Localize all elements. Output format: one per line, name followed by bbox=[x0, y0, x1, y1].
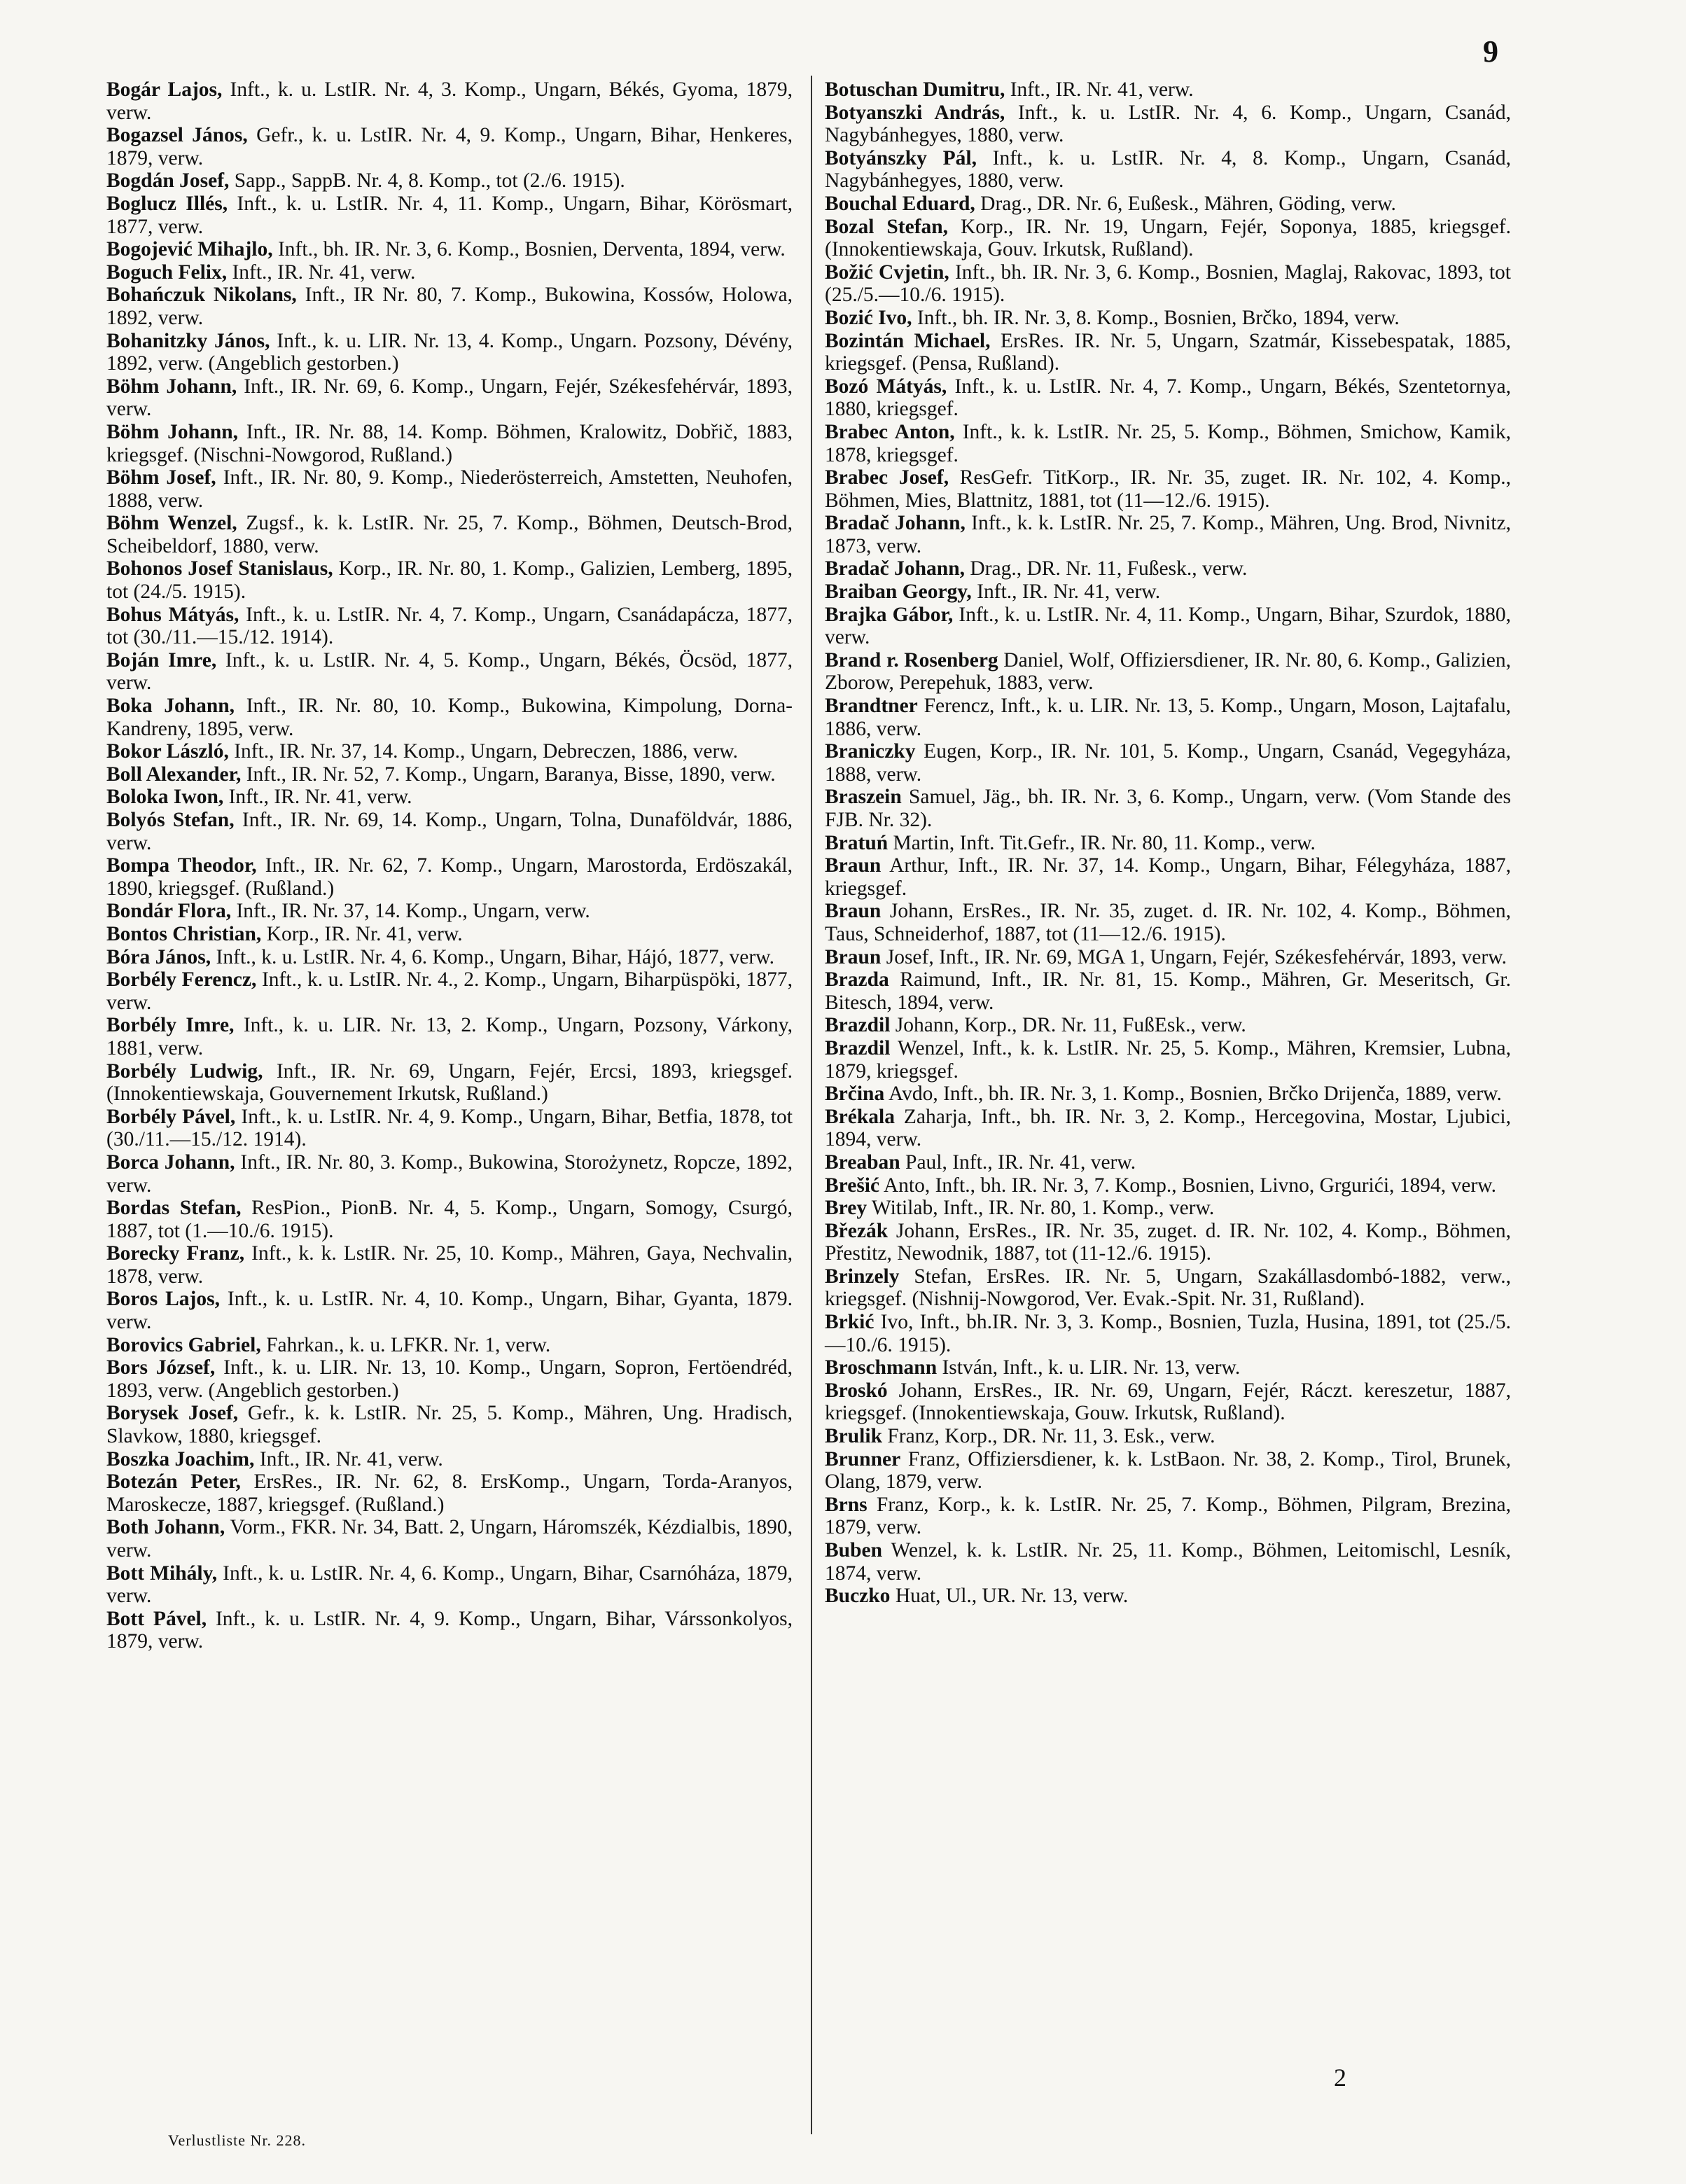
entry-details: Inft., IR. Nr. 41, verw. bbox=[227, 260, 416, 284]
entry-name: Breaban bbox=[825, 1150, 900, 1174]
entry-name: Braun bbox=[825, 900, 882, 923]
entry-details: Inft., IR. Nr. 41, verw. bbox=[1005, 78, 1194, 101]
entry-name: Buben bbox=[825, 1539, 882, 1562]
entry-name: Bontos Christian, bbox=[106, 922, 262, 945]
list-entry bbox=[106, 1197, 793, 1242]
entry-name: Bohonos Josef Stanislaus, bbox=[106, 557, 333, 580]
entry-name: Bóra János, bbox=[106, 945, 211, 968]
entry-details: Inft., k. k. LstIR. Nr. 25, 5. Komp., Böhmen, Smichow, Kamik, 1878, kriegsgef. bbox=[825, 420, 1511, 466]
entry-details: Inft., k. u. LstIR. Nr. 4, 9. Komp., Ungarn, Bihar, Betfia, 1878, tot (30./11.—15./12. 1914). bbox=[106, 1105, 793, 1151]
entry-details: Franz, Korp., k. k. LstIR. Nr. 25, 7. Komp., Böhmen, Pilgram, Brezina, 1879, verw. bbox=[825, 1493, 1511, 1539]
entry-name: Brandtner bbox=[825, 695, 918, 718]
entry-details: Martin, Inft. Tit.Gefr., IR. Nr. 80, 11. Komp., verw. bbox=[888, 831, 1316, 854]
list-entry bbox=[825, 375, 1511, 421]
list-label: Verlustliste Nr. 228. bbox=[168, 2131, 306, 2149]
entry-name: Broschmann bbox=[825, 1356, 938, 1379]
entry-name: Both Johann, bbox=[106, 1516, 225, 1539]
entry-details: Drag., DR. Nr. 11, Fußesk., verw. bbox=[965, 557, 1248, 580]
entry-details: Huat, Ul., UR. Nr. 13, verw. bbox=[890, 1585, 1129, 1608]
entry-details: Inft., bh. IR. Nr. 3, 6. Komp., Bosnien, Maglaj, Rakovac, 1893, tot (25./5.—10./6. 1915). bbox=[825, 260, 1511, 307]
list-entry bbox=[106, 78, 793, 124]
entry-details: Inft., k. u. LstIR. Nr. 4, 5. Komp., Ungarn, Békés, Öcsöd, 1877, verw. bbox=[106, 648, 793, 695]
list-entry bbox=[106, 1608, 793, 1653]
list-entry bbox=[825, 1311, 1511, 1356]
entry-details: Inft., IR. Nr. 69, 14. Komp., Ungarn, Tolna, Dunaföldvár, 1886, verw. bbox=[106, 809, 793, 854]
entry-name: Brazdil bbox=[825, 1036, 891, 1059]
entry-name: Brand r. Rosenberg bbox=[825, 648, 998, 672]
list-entry bbox=[106, 1470, 793, 1516]
list-entry bbox=[825, 78, 1511, 102]
list-entry bbox=[825, 1379, 1511, 1425]
list-entry bbox=[825, 1425, 1511, 1448]
list-entry bbox=[106, 466, 793, 512]
list-entry bbox=[825, 1220, 1511, 1265]
list-entry bbox=[106, 1106, 793, 1151]
entry-name: Bozić Ivo, bbox=[825, 306, 912, 329]
entry-details: Inft., IR. Nr. 69, 6. Komp., Ungarn, Fejér, Székesfehérvár, 1893, verw. bbox=[106, 375, 793, 421]
entry-name: Bohanitzky János, bbox=[106, 329, 270, 352]
entry-details: Vorm., FKR. Nr. 34, Batt. 2, Ungarn, Háromszék, Kézdialbis, 1890, verw. bbox=[106, 1516, 793, 1562]
entry-details: Ferencz, Inft., k. u. LIR. Nr. 13, 5. Komp., Ungarn, Moson, Lajtafalu, 1886, verw. bbox=[825, 695, 1511, 740]
entry-name: Brey bbox=[825, 1197, 868, 1220]
entry-name: Borbély Pável, bbox=[106, 1105, 236, 1128]
entry-name: Brinzely bbox=[825, 1265, 900, 1288]
entry-details: Anto, Inft., bh. IR. Nr. 3, 7. Komp., Bosnien, Livno, Grgurići, 1894, verw. bbox=[879, 1174, 1496, 1197]
entry-details: ResPion., PionB. Nr. 4, 5. Komp., Ungarn, Somogy, Csurgó, 1887, tot (1.—10./6. 1915). bbox=[106, 1197, 793, 1242]
entry-name: Bogdán Josef, bbox=[106, 169, 230, 193]
entry-details: Franz, Offiziersdiener, k. k. LstBaon. Nr. 38, 2. Komp., Tirol, Brunek, Olang, 1879, verw. bbox=[825, 1447, 1511, 1494]
list-entry bbox=[825, 1197, 1511, 1220]
entry-name: Botyánszky Pál, bbox=[825, 146, 977, 169]
entry-name: Borovics Gabriel, bbox=[106, 1333, 261, 1356]
list-entry bbox=[106, 946, 793, 969]
list-entry bbox=[106, 1562, 793, 1608]
entry-details: Inft., k. u. LstIR. Nr. 4, 11. Komp., Ungarn, Bihar, Szurdok, 1880, verw. bbox=[825, 603, 1511, 649]
entry-name: Brulik bbox=[825, 1425, 882, 1448]
list-entry bbox=[106, 1402, 793, 1447]
entry-name: Brékala bbox=[825, 1105, 895, 1128]
entry-details: Witilab, Inft., IR. Nr. 80, 1. Komp., verw. bbox=[867, 1197, 1215, 1220]
list-entry bbox=[106, 1448, 793, 1471]
entry-details: Inft., IR. Nr. 41, verw. bbox=[254, 1447, 443, 1470]
entry-name: Boszka Joachim, bbox=[106, 1447, 255, 1470]
entry-name: Brns bbox=[825, 1493, 868, 1516]
entry-details: Inft., k. u. LstIR. Nr. 4, 11. Komp., Ungarn, Bihar, Körösmart, 1877, verw. bbox=[106, 192, 793, 238]
entry-name: Bradač Johann, bbox=[825, 557, 965, 580]
entry-name: Bors József, bbox=[106, 1356, 216, 1379]
entry-name: Brunner bbox=[825, 1447, 901, 1470]
entry-details: Inft., k. u. LstIR. Nr. 4, 9. Komp., Ungarn, Bihar, Várssonkolyos, 1879, verw. bbox=[106, 1607, 793, 1653]
entry-details: Korp., IR. Nr. 41, verw. bbox=[261, 922, 463, 945]
list-entry bbox=[106, 604, 793, 649]
entry-name: Bratuń bbox=[825, 831, 889, 854]
entry-name: Botezán Peter, bbox=[106, 1470, 241, 1494]
list-entry bbox=[106, 1242, 793, 1288]
list-entry bbox=[825, 330, 1511, 375]
list-entry bbox=[825, 832, 1511, 855]
list-entry bbox=[825, 557, 1511, 580]
entry-name: Brkić bbox=[825, 1311, 875, 1334]
entry-name: Böhm Wenzel, bbox=[106, 512, 237, 535]
entry-details: Johann, Korp., DR. Nr. 11, FußEsk., verw. bbox=[890, 1014, 1246, 1037]
entry-details: Inft., k. u. LstIR. Nr. 4, 6. Komp., Ungarn, Bihar, Hájó, 1877, verw. bbox=[211, 945, 774, 968]
page-number: 9 bbox=[1483, 34, 1498, 69]
list-entry bbox=[825, 580, 1511, 604]
list-entry bbox=[825, 466, 1511, 512]
entry-name: Bott Pável, bbox=[106, 1607, 207, 1630]
list-entry bbox=[825, 1014, 1511, 1037]
entry-details: István, Inft., k. u. LIR. Nr. 13, verw. bbox=[937, 1356, 1241, 1379]
entry-name: Brešić bbox=[825, 1174, 880, 1197]
list-entry bbox=[106, 169, 793, 193]
list-entry bbox=[825, 900, 1511, 945]
entry-name: Brazda bbox=[825, 968, 889, 992]
list-entry bbox=[106, 1014, 793, 1059]
entry-details: Josef, Inft., IR. Nr. 69, MGA 1, Ungarn, Fejér, Székesfehérvár, 1893, verw. bbox=[881, 945, 1507, 968]
entry-name: Broskó bbox=[825, 1379, 888, 1402]
column-divider bbox=[811, 76, 812, 2134]
entry-details: Inft., bh. IR. Nr. 3, 8. Komp., Bosnien, Brčko, 1894, verw. bbox=[912, 306, 1400, 329]
entry-details: Gefr., k. u. LstIR. Nr. 4, 9. Komp., Ungarn, Bihar, Henkeres, 1879, verw. bbox=[106, 124, 793, 169]
entry-name: Boll Alexander, bbox=[106, 763, 242, 786]
entry-name: Březák bbox=[825, 1219, 889, 1242]
list-entry bbox=[106, 923, 793, 946]
entry-name: Boján Imre, bbox=[106, 648, 217, 672]
entry-details: Zaharja, Inft., bh. IR. Nr. 3, 2. Komp., Hercegovina, Mostar, Ljubici, 1894, verw. bbox=[825, 1105, 1511, 1151]
entry-details: Eugen, Korp., IR. Nr. 101, 5. Komp., Ungarn, Csanád, Vegegyháza, 1888, verw. bbox=[825, 740, 1511, 786]
entry-name: Brabec Josef, bbox=[825, 466, 949, 489]
entry-details: Inft., IR. Nr. 41, verw. bbox=[971, 580, 1161, 604]
entry-details: Samuel, Jäg., bh. IR. Nr. 3, 6. Komp., Ungarn, verw. (Vom Stande des FJB. Nr. 32). bbox=[825, 786, 1511, 831]
entry-details: ErsRes., IR. Nr. 62, 8. ErsKomp., Ungarn, Torda-Aranyos, Maroskecze, 1887, kriegsgef. (Rußland.) bbox=[106, 1470, 793, 1516]
entry-details: Korp., IR. Nr. 19, Ungarn, Fejér, Soponya, 1885, kriegsgef. (Innokentiewskaja, Gouv. Irkutsk, Rußland). bbox=[825, 215, 1511, 261]
entry-details: Inft., k. u. LstIR. Nr. 4., 2. Komp., Ungarn, Biharpüspöki, 1877, verw. bbox=[106, 968, 793, 1014]
entry-details: Arthur, Inft., IR. Nr. 37, 14. Komp., Ungarn, Bihar, Félegyháza, 1887, kriegsgef. bbox=[825, 854, 1511, 900]
list-entry bbox=[106, 557, 793, 603]
entry-details: Inft., IR. Nr. 88, 14. Komp. Böhmen, Kralowitz, Dobřič, 1883, kriegsgef. (Nischni-Nowgorod, Rußland.) bbox=[106, 420, 793, 466]
list-entry bbox=[825, 147, 1511, 193]
list-entry bbox=[825, 786, 1511, 831]
list-entry bbox=[106, 421, 793, 466]
list-entry bbox=[825, 193, 1511, 216]
entry-name: Bolyós Stefan, bbox=[106, 809, 235, 831]
entry-details: Inft., k. u. LstIR. Nr. 4, 8. Komp., Ungarn, Csanád, Nagybánhegyes, 1880, verw. bbox=[825, 146, 1511, 193]
entry-name: Borbély Imre, bbox=[106, 1014, 235, 1037]
list-entry bbox=[825, 1539, 1511, 1585]
list-entry bbox=[825, 1037, 1511, 1083]
entry-name: Boros Lajos, bbox=[106, 1288, 220, 1311]
entry-name: Braniczky bbox=[825, 740, 916, 763]
entry-details: Johann, ErsRes., IR. Nr. 35, zuget. d. IR. Nr. 102, 4. Komp., Böhmen, Přestitz, Newodnik, 1887, tot (11-12./6. 1915). bbox=[825, 1219, 1511, 1265]
entry-details: Inft., IR. Nr. 37, 14. Komp., Ungarn, verw. bbox=[231, 900, 590, 923]
entry-details: Inft., k. u. LstIR. Nr. 4, 7. Komp., Ungarn, Békés, Szentetornya, 1880, kriegsgef. bbox=[825, 375, 1511, 421]
entry-name: Bohus Mátyás, bbox=[106, 603, 239, 626]
entry-details: Inft., k. u. LstIR. Nr. 4, 7. Komp., Ungarn, Csanádapácza, 1877, tot (30./11.—15./12. 1914). bbox=[106, 603, 793, 649]
list-entry bbox=[106, 330, 793, 375]
list-entry bbox=[825, 1151, 1511, 1174]
list-entry bbox=[106, 1060, 793, 1106]
list-entry bbox=[825, 102, 1511, 147]
entry-details: Zugsf., k. k. LstIR. Nr. 25, 7. Komp., Böhmen, Deutsch-Brod, Scheibeldorf, 1880, verw. bbox=[106, 512, 793, 557]
entry-details: Inft., k. u. LstIR. Nr. 4, 6. Komp., Ungarn, Bihar, Csarnóháza, 1879, verw. bbox=[106, 1562, 793, 1608]
entry-name: Botuschan Dumitru, bbox=[825, 78, 1005, 101]
entry-name: Borbély Ferencz, bbox=[106, 968, 257, 992]
signature-mark: 2 bbox=[1334, 2064, 1346, 2092]
entry-details: ErsRes. IR. Nr. 5, Ungarn, Szatmár, Kissebespatak, 1885, kriegsgef. (Pensa, Rußland). bbox=[825, 329, 1511, 375]
list-entry bbox=[825, 1083, 1511, 1106]
list-entry bbox=[825, 604, 1511, 649]
entry-details: Stefan, ErsRes. IR. Nr. 5, Ungarn, Szakállasdombó-1882, verw., kriegsgef. (Nishnij-Nowgorod, Ver. Evak.-Spit. Nr. 31, Rußland). bbox=[825, 1265, 1511, 1311]
list-entry bbox=[106, 695, 793, 740]
entry-details: Inft., k. k. LstIR. Nr. 25, 10. Komp., Mähren, Gaya, Nechvalin, 1878, verw. bbox=[106, 1242, 793, 1288]
entry-name: Bouchal Eduard, bbox=[825, 192, 975, 215]
entry-name: Brčina bbox=[825, 1083, 885, 1106]
entry-details: Franz, Korp., DR. Nr. 11, 3. Esk., verw. bbox=[882, 1425, 1215, 1448]
entry-name: Bozintán Michael, bbox=[825, 329, 991, 352]
entry-name: Brajka Gábor, bbox=[825, 603, 954, 626]
list-entry bbox=[825, 1356, 1511, 1379]
entry-name: Braun bbox=[825, 945, 882, 968]
entry-name: Borecky Franz, bbox=[106, 1242, 245, 1265]
entry-details: Johann, ErsRes., IR. Nr. 35, zuget. d. IR. Nr. 102, 4. Komp., Böhmen, Taus, Schneiderhof, 1887, tot (11—12./6. 1915). bbox=[825, 900, 1511, 945]
entry-details: Inft., IR. Nr. 41, verw. bbox=[223, 786, 412, 809]
list-entry bbox=[825, 695, 1511, 740]
entry-name: Bordas Stefan, bbox=[106, 1197, 242, 1220]
list-entry bbox=[825, 1448, 1511, 1494]
list-entry bbox=[825, 1494, 1511, 1539]
entry-details: Fahrkan., k. u. LFKR. Nr. 1, verw. bbox=[260, 1333, 551, 1356]
list-entry bbox=[106, 1151, 793, 1197]
list-entry bbox=[106, 375, 793, 421]
entry-name: Braszein bbox=[825, 786, 902, 809]
entry-details: Inft., IR Nr. 80, 7. Komp., Bukowina, Kossów, Holowa, 1892, verw. bbox=[106, 284, 793, 329]
entry-details: Wenzel, k. k. LstIR. Nr. 25, 11. Komp., Böhmen, Leitomischl, Lesník, 1874, verw. bbox=[825, 1539, 1511, 1585]
left-column bbox=[106, 78, 793, 1653]
entry-name: Böhm Johann, bbox=[106, 420, 239, 443]
list-entry bbox=[825, 421, 1511, 466]
entry-name: Braiban Georgy, bbox=[825, 580, 972, 604]
entry-details: Wenzel, Inft., k. k. LstIR. Nr. 25, 5. Komp., Mähren, Kremsier, Lubna, 1879, kriegsgef. bbox=[825, 1036, 1511, 1083]
list-entry bbox=[106, 740, 793, 763]
entry-details: Drag., DR. Nr. 6, Eußesk., Mähren, Göding, verw. bbox=[975, 192, 1396, 215]
list-entry bbox=[825, 216, 1511, 261]
entry-details: ResGefr. TitKorp., IR. Nr. 35, zuget. IR. Nr. 102, 4. Komp., Böhmen, Mies, Blattnitz, 1881, tot (11—12./6. 1915). bbox=[825, 466, 1511, 512]
entry-details: Inft., IR. Nr. 69, Ungarn, Fejér, Ercsi, 1893, kriegsgef. (Innokentiewskaja, Gouvernement Irkutsk, Rußland.) bbox=[106, 1059, 793, 1106]
entry-details: Raimund, Inft., IR. Nr. 81, 15. Komp., Mähren, Gr. Meseritsch, Gr. Bitesch, 1894, verw. bbox=[825, 968, 1511, 1014]
entry-details: Johann, ErsRes., IR. Nr. 69, Ungarn, Fejér, Ráczt. kereszetur, 1887, kriegsgef. (Innokentiewskaja, Gouw. Irkutsk, Rußland). bbox=[825, 1379, 1511, 1425]
list-entry bbox=[106, 193, 793, 238]
entry-name: Brazdil bbox=[825, 1014, 891, 1037]
list-entry bbox=[106, 512, 793, 557]
list-entry bbox=[106, 854, 793, 900]
entry-details: Inft., k. u. LIR. Nr. 13, 2. Komp., Ungarn, Pozsony, Várkony, 1881, verw. bbox=[106, 1014, 793, 1059]
list-entry bbox=[825, 512, 1511, 557]
entry-name: Bogár Lajos, bbox=[106, 78, 223, 101]
list-entry bbox=[106, 809, 793, 854]
entry-name: Buczko bbox=[825, 1585, 891, 1608]
list-entry bbox=[106, 261, 793, 284]
entry-name: Bohańczuk Nikolans, bbox=[106, 284, 297, 307]
list-entry bbox=[106, 1516, 793, 1562]
list-entry bbox=[825, 261, 1511, 307]
entry-details: Inft., k. u. LIR. Nr. 13, 4. Komp., Ungarn. Pozsony, Dévény, 1892, verw. (Angeblich gestorben.) bbox=[106, 329, 793, 375]
entry-name: Bott Mihály, bbox=[106, 1562, 218, 1585]
entry-details: Inft., IR. Nr. 62, 7. Komp., Ungarn, Marostorda, Erdöszakál, 1890, kriegsgef. (Rußland.) bbox=[106, 854, 793, 900]
entry-name: Božić Cvjetin, bbox=[825, 260, 949, 284]
entry-details: Inft., IR. Nr. 80, 10. Komp., Bukowina, Kimpolung, Dorna-Kandreny, 1895, verw. bbox=[106, 695, 793, 740]
entry-name: Braun bbox=[825, 854, 882, 877]
entry-name: Bondár Flora, bbox=[106, 900, 232, 923]
entry-name: Boka Johann, bbox=[106, 695, 235, 718]
list-entry bbox=[106, 900, 793, 923]
list-entry bbox=[825, 1106, 1511, 1151]
entry-name: Böhm Josef, bbox=[106, 466, 216, 489]
list-entry bbox=[825, 649, 1511, 695]
entry-name: Boglucz Illés, bbox=[106, 192, 228, 215]
entry-name: Bompa Theodor, bbox=[106, 854, 257, 877]
entry-name: Böhm Johann, bbox=[106, 375, 237, 398]
list-entry bbox=[825, 740, 1511, 786]
entry-name: Borysek Josef, bbox=[106, 1402, 239, 1425]
entry-name: Boguch Felix, bbox=[106, 260, 228, 284]
entry-name: Bradač Johann, bbox=[825, 512, 966, 535]
list-entry bbox=[825, 968, 1511, 1014]
entry-details: Gefr., k. k. LstIR. Nr. 25, 5. Komp., Mähren, Ung. Hradisch, Slavkow, 1880, kriegsgef. bbox=[106, 1402, 793, 1448]
list-entry bbox=[106, 649, 793, 695]
entry-details: Daniel, Wolf, Offiziersdiener, IR. Nr. 80, 6. Komp., Galizien, Zborow, Perepehuk, 1883, verw. bbox=[825, 648, 1511, 695]
entry-details: Inft., IR. Nr. 52, 7. Komp., Ungarn, Baranya, Bisse, 1890, verw. bbox=[241, 763, 776, 786]
entry-name: Bogojević Mihajlo, bbox=[106, 238, 273, 261]
entry-details: Inft., k. k. LstIR. Nr. 25, 7. Komp., Mähren, Ung. Brod, Nivnitz, 1873, verw. bbox=[825, 512, 1511, 557]
list-entry bbox=[825, 946, 1511, 969]
list-entry bbox=[106, 1356, 793, 1402]
list-entry bbox=[106, 1334, 793, 1357]
entry-details: Inft., k. u. LstIR. Nr. 4, 10. Komp., Ungarn, Bihar, Gyanta, 1879. verw. bbox=[106, 1288, 793, 1334]
entry-details: Sapp., SappB. Nr. 4, 8. Komp., tot (2./6. 1915). bbox=[229, 169, 625, 193]
entry-details: Ivo, Inft., bh.IR. Nr. 3, 3. Komp., Bosnien, Tuzla, Husina, 1891, tot (25./5.—10./6. 1915). bbox=[825, 1311, 1511, 1356]
entry-name: Bokor László, bbox=[106, 740, 229, 763]
entry-details: Inft., IR. Nr. 80, 3. Komp., Bukowina, Storożynetz, Ropcze, 1892, verw. bbox=[106, 1150, 793, 1197]
entry-name: Bozó Mátyás, bbox=[825, 375, 947, 398]
list-entry bbox=[106, 1288, 793, 1333]
list-entry bbox=[825, 854, 1511, 900]
list-entry bbox=[825, 1265, 1511, 1311]
entry-name: Borbély Ludwig, bbox=[106, 1059, 263, 1083]
entry-details: Inft., IR. Nr. 37, 14. Komp., Ungarn, Debreczen, 1886, verw. bbox=[228, 740, 739, 763]
entry-details: Korp., IR. Nr. 80, 1. Komp., Galizien, Lemberg, 1895, tot (24./5. 1915). bbox=[106, 557, 793, 604]
entry-details: Inft., k. u. LstIR. Nr. 4, 3. Komp., Ungarn, Békés, Gyoma, 1879, verw. bbox=[106, 78, 793, 124]
entry-details: Inft., bh. IR. Nr. 3, 6. Komp., Bosnien, Derventa, 1894, verw. bbox=[272, 238, 786, 261]
entry-name: Brabec Anton, bbox=[825, 420, 955, 443]
entry-details: Inft., k. u. LIR. Nr. 13, 10. Komp., Ungarn, Sopron, Fertöendréd, 1893, verw. (Angeblich gestorben.) bbox=[106, 1356, 793, 1402]
list-entry bbox=[106, 763, 793, 786]
entry-name: Bozal Stefan, bbox=[825, 215, 949, 238]
entry-name: Botyanszki András, bbox=[825, 101, 1005, 124]
entry-details: Inft., k. u. LstIR. Nr. 4, 6. Komp., Ungarn, Csanád, Nagybánhegyes, 1880, verw. bbox=[825, 101, 1511, 147]
entry-name: Borca Johann, bbox=[106, 1150, 235, 1174]
list-entry bbox=[106, 238, 793, 261]
entry-details: Inft., IR. Nr. 80, 9. Komp., Niederösterreich, Amstetten, Neuhofen, 1888, verw. bbox=[106, 466, 793, 512]
list-entry bbox=[106, 124, 793, 169]
entry-name: Bogazsel János, bbox=[106, 124, 248, 147]
list-entry bbox=[825, 1174, 1511, 1197]
entry-name: Boloka Iwon, bbox=[106, 786, 224, 809]
list-entry bbox=[106, 284, 793, 329]
list-entry bbox=[106, 786, 793, 809]
list-entry bbox=[825, 307, 1511, 330]
list-entry bbox=[825, 1585, 1511, 1608]
list-entry bbox=[106, 968, 793, 1014]
entry-details: Avdo, Inft., bh. IR. Nr. 3, 1. Komp., Bosnien, Brčko Drijenča, 1889, verw. bbox=[884, 1083, 1502, 1106]
entry-details: Paul, Inft., IR. Nr. 41, verw. bbox=[900, 1150, 1136, 1174]
right-column bbox=[825, 78, 1511, 1608]
